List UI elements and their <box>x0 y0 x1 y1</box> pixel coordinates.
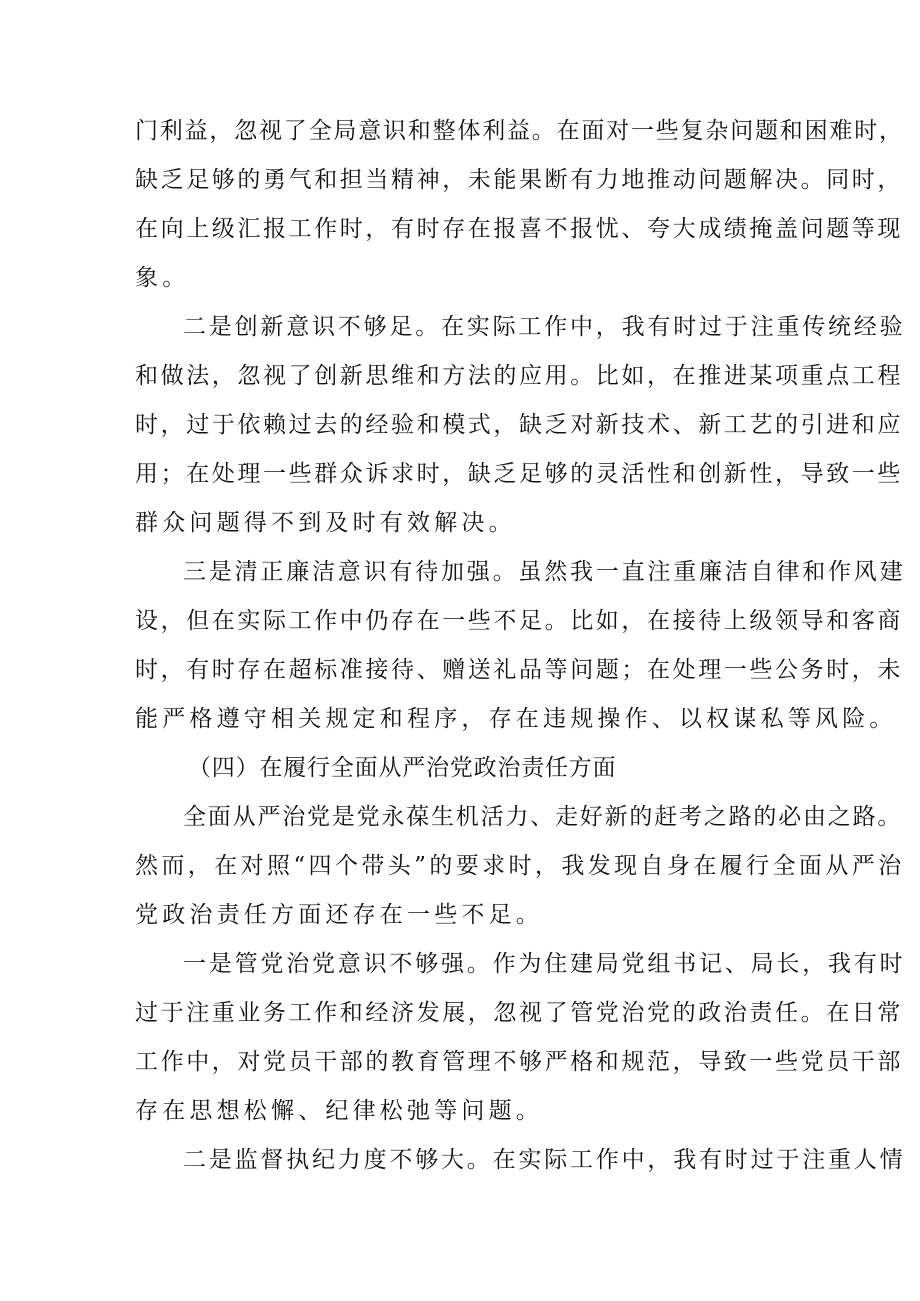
text-line: 二是监督执纪力度不够大。在实际工作中，我有时过于注重人情 <box>183 1147 906 1173</box>
text-line: 用；在处理一些群众诉求时，缺乏足够的灵活性和创新性，导致一些 <box>135 461 903 487</box>
text-line: 在向上级汇报工作时，有时存在报喜不报忧、夸大成绩掩盖问题等现 <box>135 216 903 242</box>
text-line: 存在思想松懈、纪律松弛等问题。 <box>135 1098 543 1124</box>
text-line: 群众问题得不到及时有效解决。 <box>135 510 516 536</box>
text-line: 象。 <box>135 265 190 291</box>
text-line: 三是清正廉洁意识有待加强。虽然我一直注重廉洁自律和作风建 <box>183 559 906 585</box>
text-line: 全面从严治党是党永葆生机活力、走好新的赶考之路的必由之路。 <box>183 804 903 830</box>
text-line: 时，过于依赖过去的经验和模式，缺乏对新技术、新工艺的引进和应 <box>135 412 903 438</box>
section-heading: （四）在履行全面从严治党政治责任方面 <box>188 755 617 781</box>
text-line: 和做法，忽视了创新思维和方法的应用。比如，在推进某项重点工程 <box>135 363 903 389</box>
text-line: 二是创新意识不够足。在实际工作中，我有时过于注重传统经验 <box>183 314 906 340</box>
text-line: 时，有时存在超标准接待、赠送礼品等问题；在处理一些公务时，未 <box>135 657 903 683</box>
text-line: 一是管党治党意识不够强。作为住建局党组书记、局长，我有时 <box>183 951 906 977</box>
text-line: 缺乏足够的勇气和担当精神，未能果断有力地推动问题解决。同时， <box>135 167 903 193</box>
text-line: 门利益，忽视了全局意识和整体利益。在面对一些复杂问题和困难时， <box>135 118 904 144</box>
text-line: 过于注重业务工作和经济发展，忽视了管党治党的政治责任。在日常 <box>135 1000 903 1026</box>
text-line: 设，但在实际工作中仍存在一些不足。比如，在接待上级领导和客商 <box>135 608 903 634</box>
text-line: 能严格遵守相关规定和程序，存在违规操作、以权谋私等风险。 <box>135 706 897 732</box>
text-line: 党政治责任方面还存在一些不足。 <box>135 902 543 928</box>
text-line: 工作中，对党员干部的教育管理不够严格和规范，导致一些党员干部 <box>135 1049 903 1075</box>
text-line: 然而，在对照“四个带头”的要求时，我发现自身在履行全面从严治 <box>135 853 905 879</box>
